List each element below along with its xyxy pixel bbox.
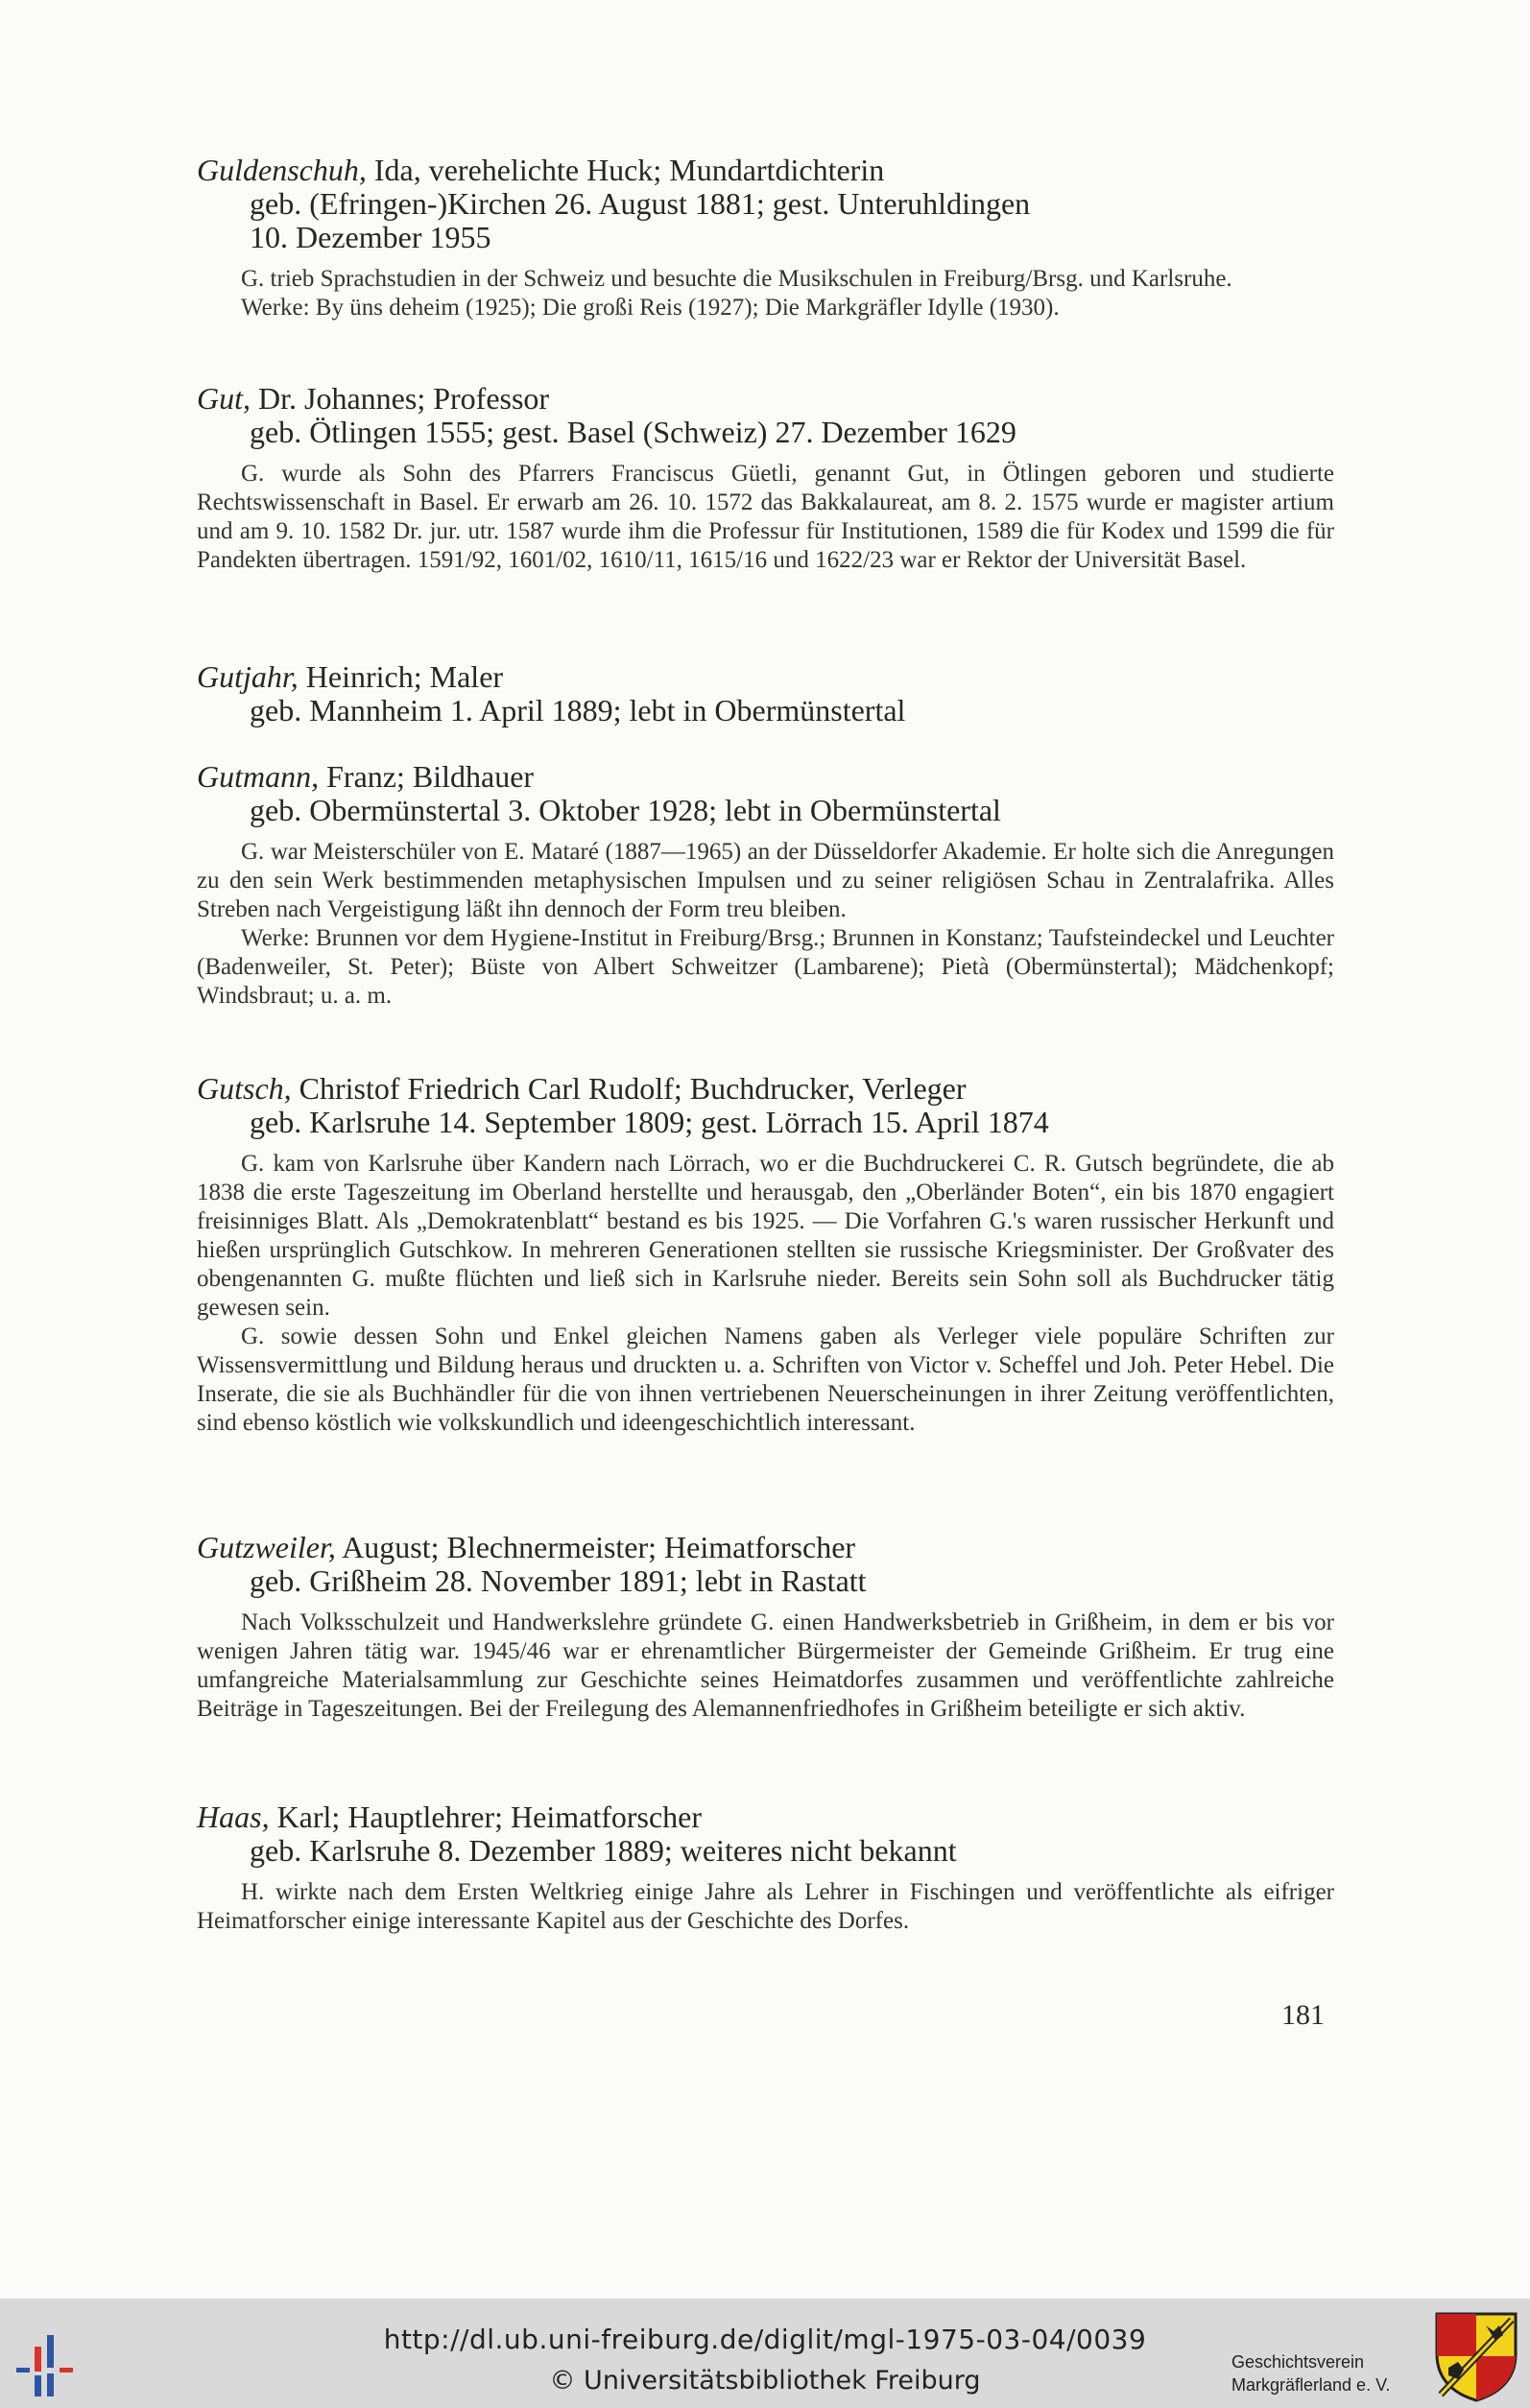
entry-body [197,1150,1334,1438]
entry-headline [197,1531,1334,1564]
entry-life-dates: geb. Ötlingen 1555; gest. Basel (Schweiz) 27. Dezember 1629 [250,415,1016,449]
entry-paragraph: G. sowie dessen Sohn und Enkel gleichen Namens gaben als Verleger viele populäre Schriften zur Wissensvermittlung und Bildung heraus und druckten u. a. Schriften von Victor v. Scheffel und Joh. Peter Hebel. Die Inserate, die sie als Buchhändler für die von ihnen vertriebenen Neuerscheinungen in ihrer Zeitung veröffentlichten, sind ebenso köstlich wie volkskundlich und ideengeschichtlich interessant. [197,1323,1334,1436]
entry-headline [197,154,1334,187]
entry-headline [197,660,1334,694]
entry-body [197,838,1334,1011]
entry-headline-rest: Christof Friedrich Carl Rudolf; Buchdrucker, Verleger [291,1071,967,1106]
entry-paragraph: Nach Volksschulzeit und Handwerkslehre gründete G. einen Handwerksbetrieb in Grißheim, in dem er bis vor wenigen Jahren tätig war. 1945/46 war er ehrenamtlicher Bürgermeister der Gemeinde Grißheim. Er trug eine umfangreiche Materialsammlung zur Geschichte seines Heimatdorfes zusammen und veröffentlichte zahlreiche Beiträge in Tageszeitungen. Bei der Freilegung des Alemannenfriedhofes in Grißheim beteiligte er sich aktiv. [197,1609,1334,1722]
footer-society-name [1231,2350,1443,2396]
entry-headline [197,382,1334,416]
society-name-line2: Markgräflerland e. V. [1231,2375,1391,2395]
entry-life-dates: geb. Karlsruhe 14. September 1809; gest. Lörrach 15. April 1874 [250,1105,1049,1139]
entry-body [197,1878,1334,1936]
entry-paragraph: Werke: By üns deheim (1925); Die großi Reis (1927); Die Markgräfler Idylle (1930). [241,295,1060,321]
entry-body [197,1609,1334,1724]
biography-entry [197,1531,1334,1724]
entry-surname: Gutzweiler, [197,1530,336,1564]
biography-entry [197,1800,1334,1936]
entry-headline-rest: Heinrich; Maler [298,659,504,694]
entry-headline [197,760,1334,794]
biography-entry [197,660,1334,727]
entry-surname: Gutjahr, [197,659,299,694]
entry-paragraph: H. wirkte nach dem Ersten Weltkrieg einige Jahre als Lehrer in Fischingen und veröffentlichte als eifriger Heimatforscher einige interessante Kapitel aus der Geschichte des Dorfes. [197,1879,1334,1934]
entry-life-dates: geb. Obermünstertal 3. Oktober 1928; lebt in Obermünstertal [250,793,1001,827]
entry-headline-rest: Ida, verehelichte Huck; Mundartdichterin [366,153,885,187]
entry-surname: Gut, [197,381,251,416]
entry-surname: Guldenschuh, [197,153,367,187]
footer-copyright: © Universitätsbibliothek Freiburg [549,2366,981,2396]
entry-headline-rest: Franz; Bildhauer [319,759,535,794]
entry-surname: Haas, [197,1800,270,1834]
entry-paragraph: G. wurde als Sohn des Pfarrers Franciscus Güetli, genannt Gut, in Ötlingen geboren und studierte Rechtswissenschaft in Basel. Er erwarb am 26. 10. 1572 das Bakkalaureat, am 8. 2. 1575 wurde er magister artium und am 9. 10. 1582 Dr. jur. utr. 1587 wurde ihm die Professur für Institutionen, 1589 die für Kodex und 1599 die für Pandekten übertragen. 1591/92, 1601/02, 1610/11, 1615/16 und 1622/23 war er Rektor der Universität Basel. [197,461,1334,573]
entry-headline [197,1072,1334,1106]
entry-life-dates: geb. Grißheim 28. November 1891; lebt in Rastatt [250,1563,867,1598]
entry-paragraph: G. war Meisterschüler von E. Mataré (1887—1965) an der Düsseldorfer Akademie. Er holte sich die Anregungen zu den sein Werk bestimmenden metaphysischen Impulsen und zu seiner religiösen Schau in Zentralafrika. Alles Streben nach Vergeistigung läßt ihn dennoch der Form treu bleiben. [197,839,1334,922]
entry-surname: Gutmann, [197,759,320,794]
footer-bar [0,2299,1530,2408]
entry-life-dates: geb. Karlsruhe 8. Dezember 1889; weiteres nicht bekannt [250,1833,957,1868]
entry-surname: Gutsch, [197,1071,292,1106]
entry-headline-rest: August; Blechnermeister; Heimatforscher [335,1530,856,1564]
society-name-line1: Geschichtsverein [1231,2352,1365,2372]
entry-paragraph: G. kam von Karlsruhe über Kandern nach Lörrach, wo er die Buchdruckerei C. R. Gutsch begründete, die ab 1838 die erste Tageszeitung im Oberland herstellte und herausgab, den „Oberländer Boten“, ein bis 1870 engagiert freisinniges Blatt. Als „Demokratenblatt“ bestand es bis 1925. — Die Vorfahren G.'s waren russischer Herkunft und hießen ursprünglich Gutschkow. In mehreren Generationen stellten sie russische Kriegsminister. Der Großvater des obengenannten G. mußte flüchten und ließ sich in Karlsruhe nieder. Bereits sein Sohn soll als Buchdrucker tätig gewesen sein. [197,1151,1334,1321]
entry-paragraph: G. trieb Sprachstudien in der Schweiz und besuchte die Musikschulen in Freiburg/Brsg. und Karlsruhe. [241,266,1232,292]
entry-life-dates: geb. Mannheim 1. April 1889; lebt in Obermünstertal [250,693,906,727]
biography-entry [197,154,1334,322]
entry-body [197,460,1334,575]
biography-entry [197,382,1334,575]
entry-paragraph: Werke: Brunnen vor dem Hygiene-Institut in Freiburg/Brsg.; Brunnen in Konstanz; Taufsteindeckel und Leuchter (Badenweiler, St. Peter); Büste von Albert Schweitzer (Lambarene); Pietà (Obermünstertal); Mädchenkopf; Windsbraut; u. a. m. [197,925,1334,1009]
entry-headline-rest: Dr. Johannes; Professor [251,381,550,416]
entry-headline [197,1800,1334,1834]
entry-life-dates: geb. (Efringen-)Kirchen 26. August 1881; gest. Unteruhldingen [250,186,1031,221]
entry-headline-rest: Karl; Hauptlehrer; Heimatforscher [269,1800,703,1834]
footer-url-link[interactable]: http://dl.ub.uni-freiburg.de/diglit/mgl-1975-03-04/0039 [383,2324,1147,2355]
biography-entry [197,1072,1334,1438]
entry-life-dates: 10. Dezember 1955 [250,220,491,254]
page-number: 181 [1281,1999,1325,2031]
entry-body [197,265,1334,322]
biography-entry [197,760,1334,1011]
coat-of-arms-icon [1433,2310,1519,2402]
